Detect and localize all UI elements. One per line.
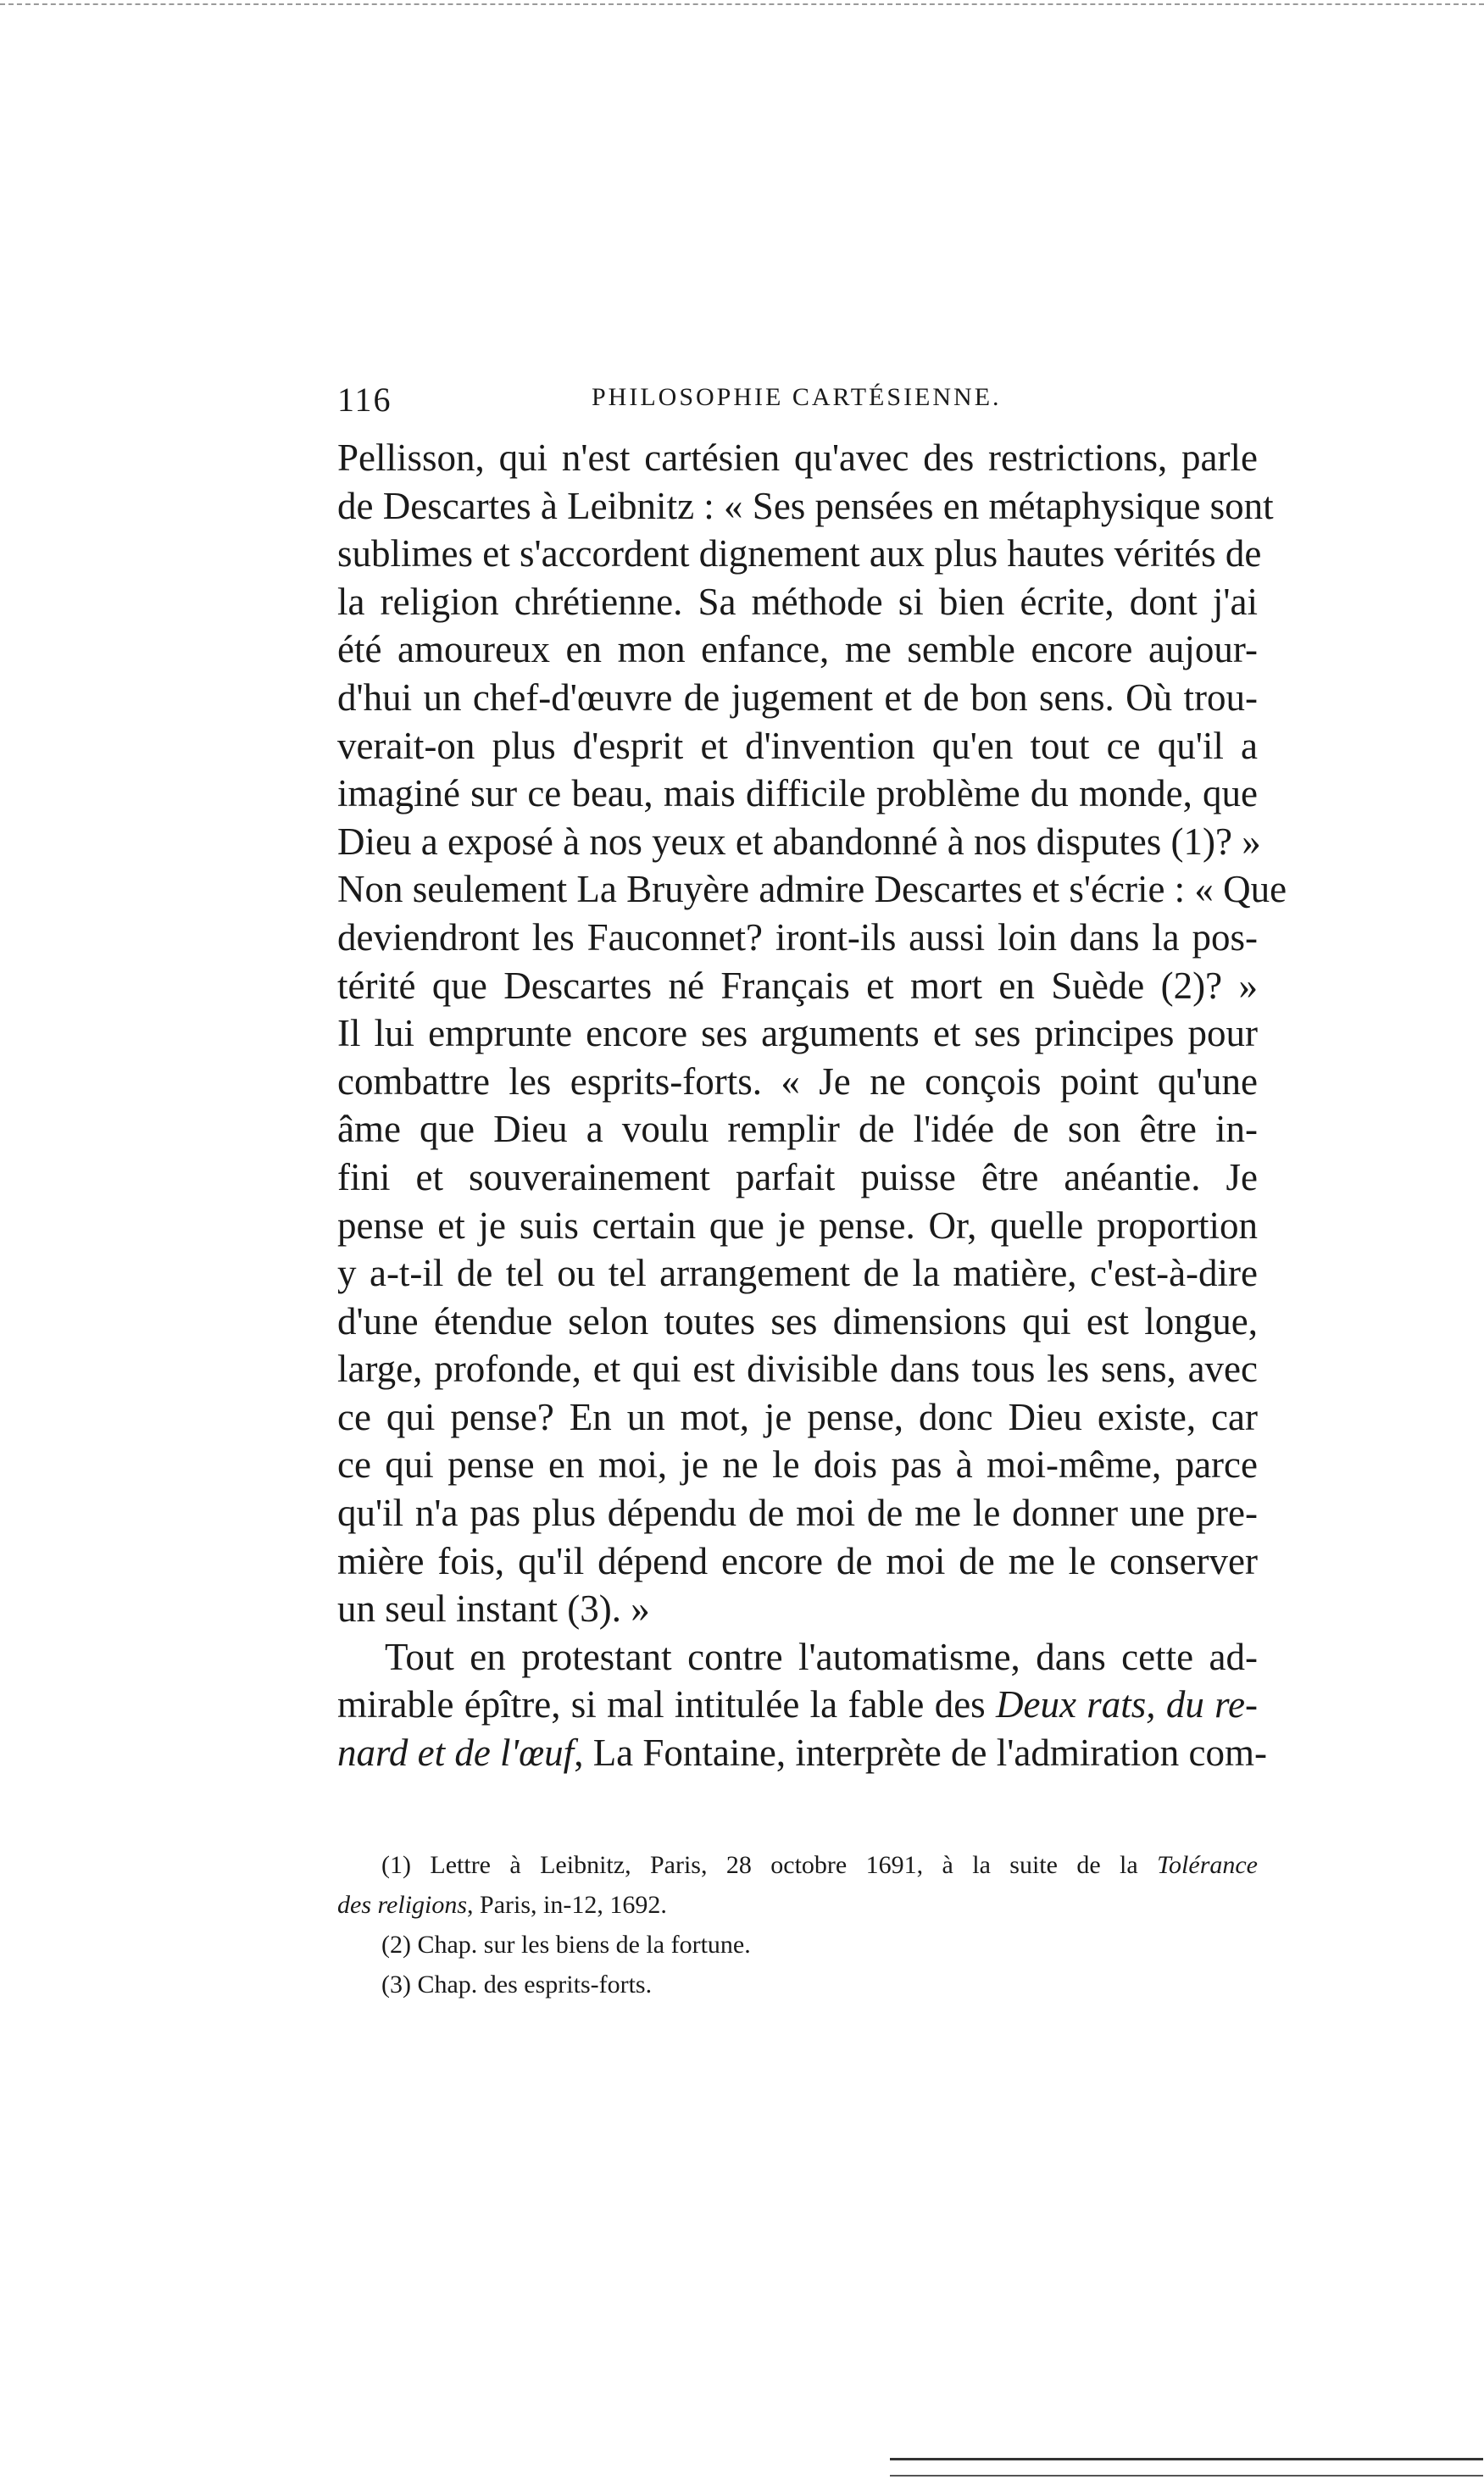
text-line: ce qui pense en moi, je ne le dois pas à moi-même, parce	[337, 1443, 1258, 1487]
footnotes	[337, 1845, 1258, 2004]
text-line: y a-t-il de tel ou tel arrangement de la matière, c'est-à-dire	[337, 1252, 1258, 1295]
fable-title: Deux rats, du re-	[996, 1683, 1258, 1726]
text-line: qu'il n'a pas plus dépendu de moi de me le donner une pre-	[337, 1492, 1258, 1535]
text-line: de Descartes à Leibnitz : « Ses pensées en métaphysique sont	[337, 484, 1274, 527]
book-page	[337, 380, 1287, 2004]
text-line: Non seulement La Bruyère admire Descartes et s'écrie : « Que	[337, 868, 1287, 911]
paragraph-line	[337, 1633, 1258, 1682]
text-line: sublimes et s'accordent dignement aux plus hautes vérités de	[337, 532, 1262, 575]
text-line: mière fois, qu'il dépend encore de moi de me le conserver	[337, 1539, 1258, 1582]
paragraph-line-text: mirable épître, si mal intitulée la fable des	[337, 1683, 997, 1726]
scan-bottom-line	[890, 2475, 1483, 2477]
text-line: d'une étendue selon toutes ses dimensions qui est longue,	[337, 1299, 1258, 1343]
text-line: combattre les esprits-forts. « Je ne conçois point qu'une	[337, 1059, 1258, 1103]
footnote-1-cont	[337, 1885, 1258, 1925]
scan-bottom-line	[890, 2458, 1483, 2460]
paragraph-line-text: , La Fontaine, interprète de l'admiration com-	[574, 1732, 1268, 1775]
running-title: PHILOSOPHIE CARTÉSIENNE.	[592, 383, 1002, 411]
text-line: d'hui un chef-d'œuvre de jugement et de bon sens. Où trou-	[337, 675, 1258, 719]
text-line: large, profonde, et qui est divisible dans tous les sens, avec	[337, 1348, 1258, 1391]
text-line: Il lui emprunte encore ses arguments et ses principes pour	[337, 1012, 1258, 1055]
footnote-text: (1) Lettre à Leibnitz, Paris, 28 octobre 1691, à la suite de la	[381, 1850, 1158, 1879]
footnote-2	[337, 1925, 1258, 1965]
main-text	[337, 434, 1287, 1633]
text-line: été amoureux en mon enfance, me semble encore aujour-	[337, 628, 1258, 671]
text-line: la religion chrétienne. Sa méthode si bien écrite, dont j'ai	[337, 580, 1258, 623]
text-line: fini et souverainement parfait puisse être anéantie. Je	[337, 1155, 1258, 1198]
paragraph-line	[337, 1729, 1268, 1777]
text-line: verait-on plus d'esprit et d'invention qu'en tout ce qu'il a	[337, 724, 1258, 767]
text-line: un seul instant (3). »	[337, 1587, 650, 1631]
running-head	[337, 380, 1258, 429]
footnote-text: , Paris, in-12, 1692.	[467, 1890, 667, 1919]
footnote-text: (2) Chap. sur les biens de la fortune.	[381, 1930, 751, 1959]
text-line: pense et je suis certain que je pense. Or, quelle proportion	[337, 1204, 1258, 1247]
text-line: Pellisson, qui n'est cartésien qu'avec des restrictions, parle	[337, 436, 1258, 479]
footnote-3	[337, 1965, 1258, 2004]
page-number: 116	[337, 381, 392, 419]
text-line: deviendront les Fauconnet? iront-ils aussi loin dans la pos-	[337, 915, 1258, 959]
text-line: imaginé sur ce beau, mais difficile problème du monde, que	[337, 772, 1258, 815]
fable-title: nard et de l'œuf	[337, 1732, 575, 1775]
text-line: térité que Descartes né Français et mort en Suède (2)? »	[337, 964, 1258, 1007]
paragraph-line	[337, 1681, 1258, 1729]
footnote-text: (3) Chap. des esprits-forts.	[381, 1970, 653, 1999]
text-line: Dieu a exposé à nos yeux et abandonné à nos disputes (1)? »	[337, 820, 1261, 863]
paragraph-line-text: Tout en protestant contre l'automatisme, dans cette ad-	[385, 1635, 1258, 1678]
footnote-1	[337, 1845, 1258, 1885]
footnote-title: des religions	[337, 1890, 468, 1919]
text-line: ce qui pense? En un mot, je pense, donc Dieu existe, car	[337, 1395, 1258, 1438]
footnote-title: Tolérance	[1157, 1850, 1258, 1879]
text-line: âme que Dieu a voulu remplir de l'idée de son être in-	[337, 1108, 1258, 1151]
scan-edge-line	[0, 3, 1484, 5]
